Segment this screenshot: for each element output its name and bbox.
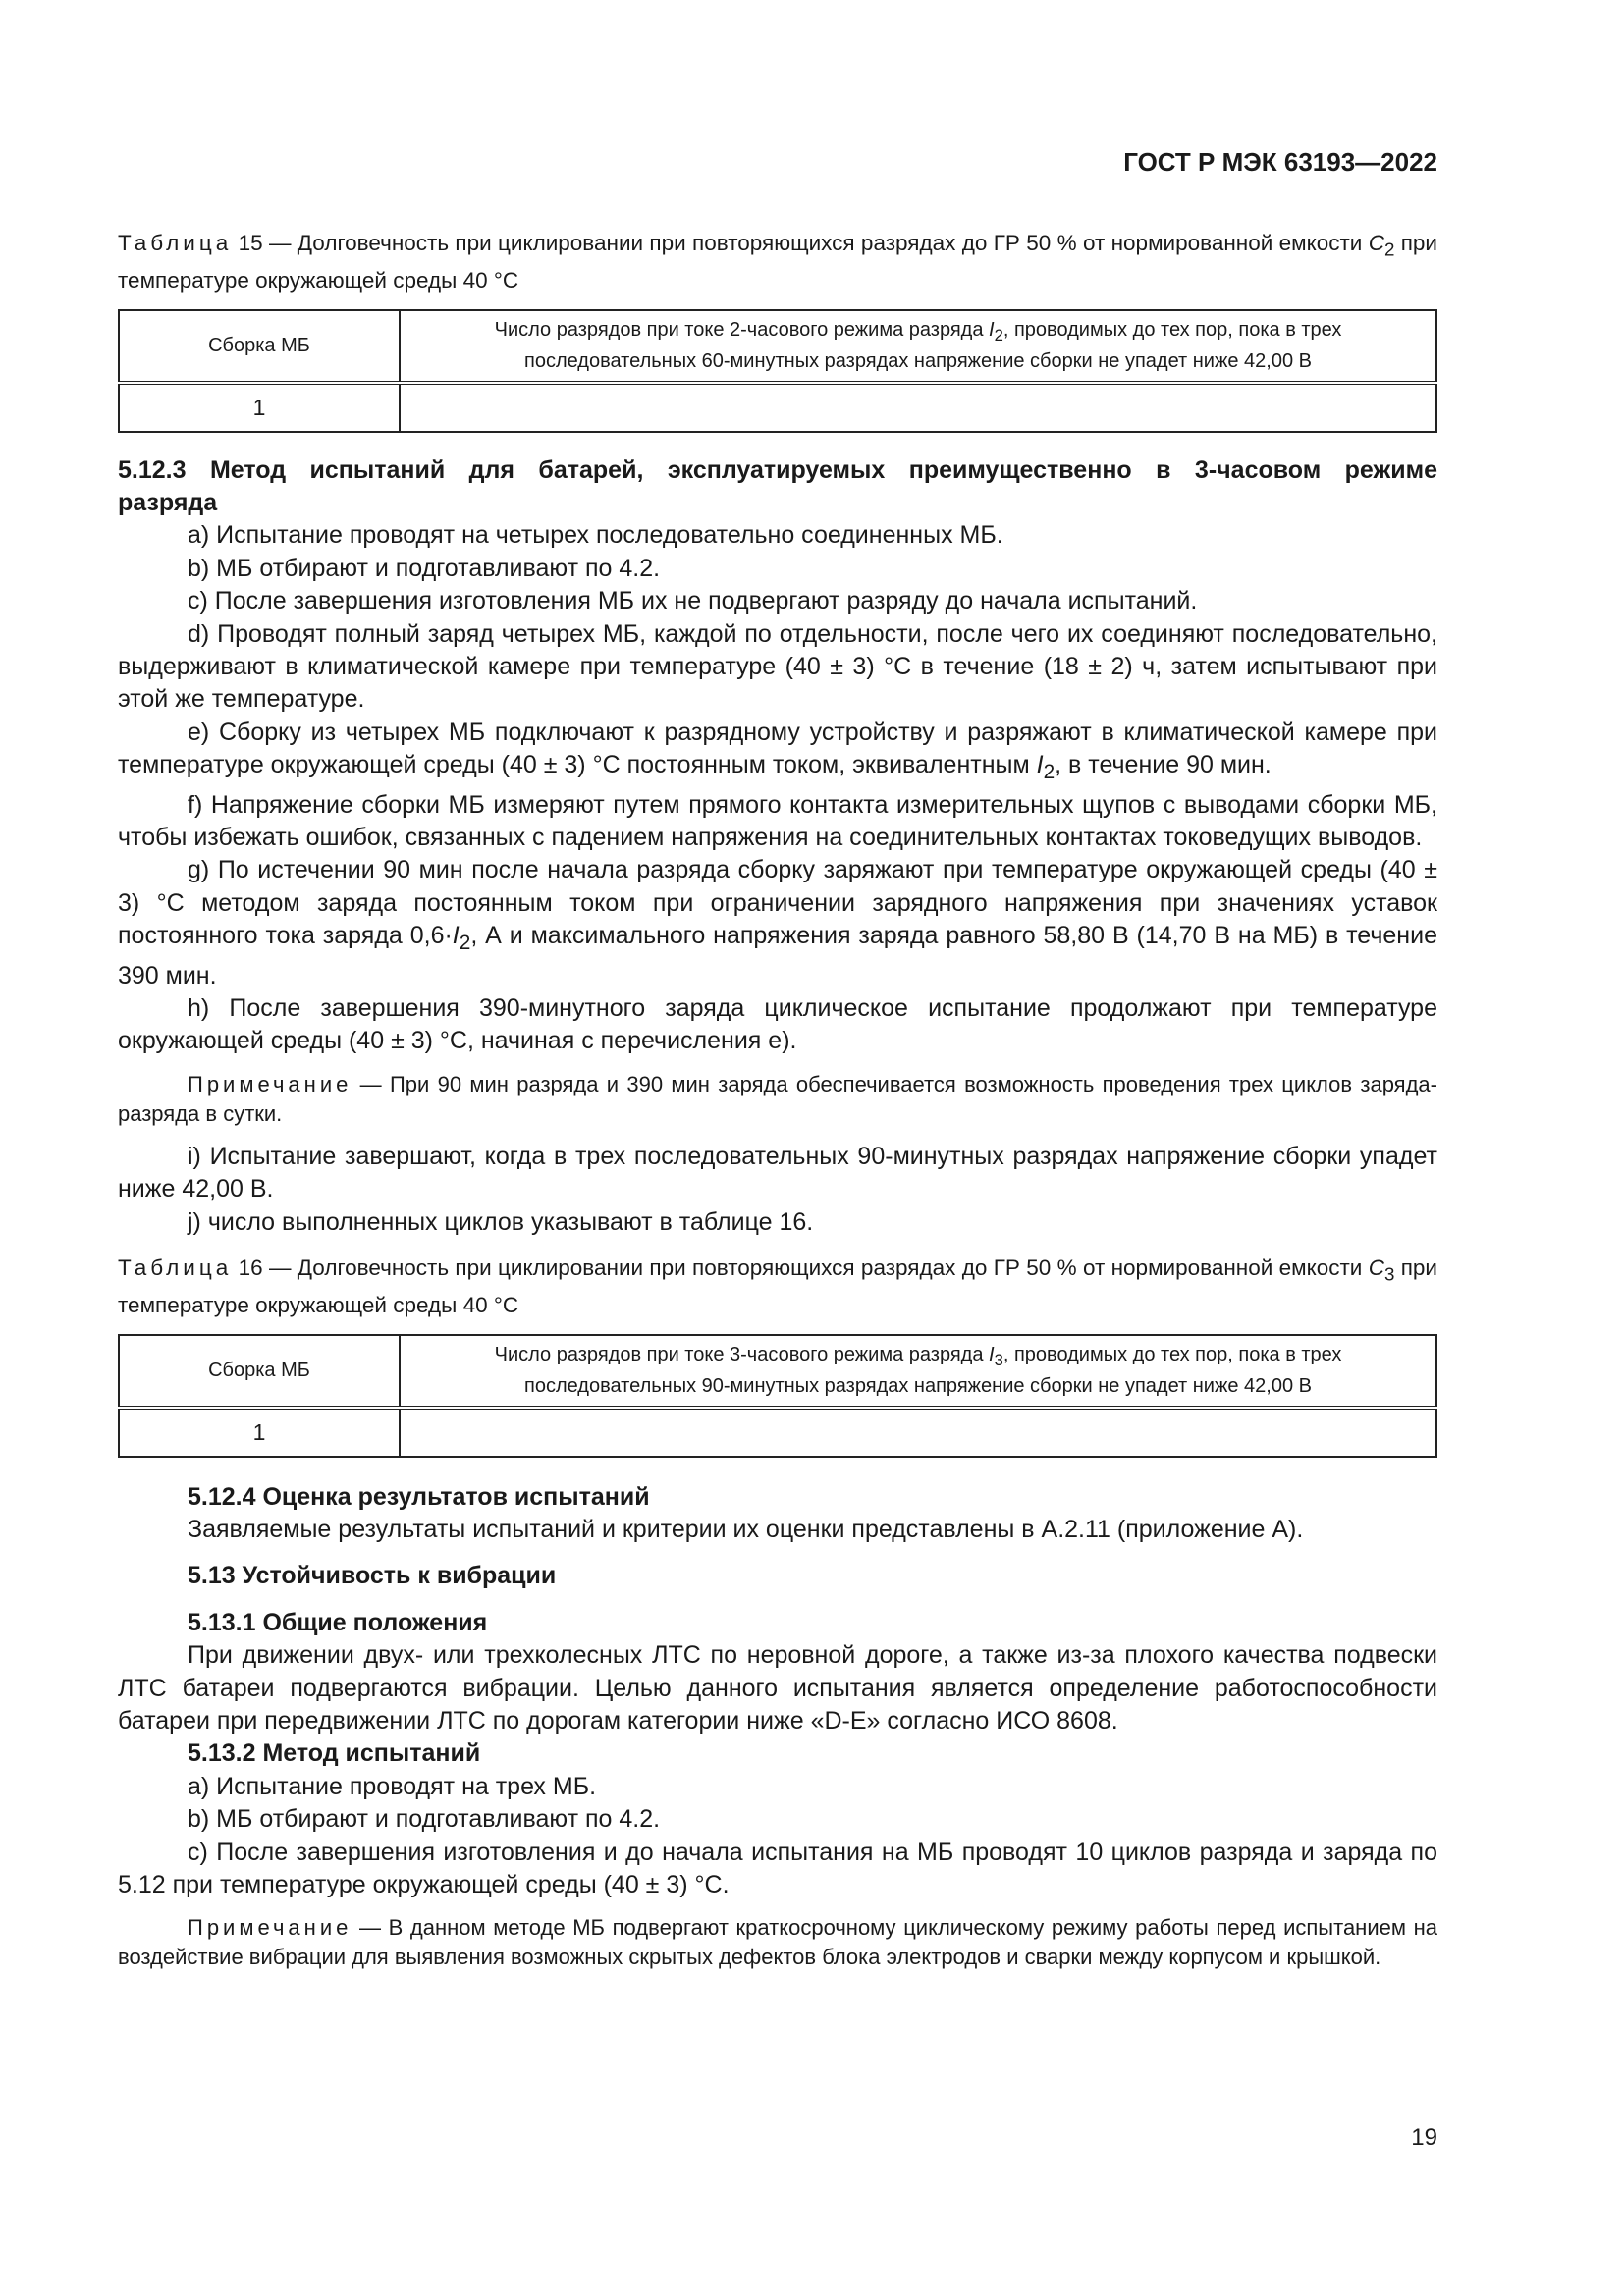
table-cell-count bbox=[400, 1408, 1436, 1457]
table-label: Таблица bbox=[118, 1255, 233, 1281]
list-item-h: h) После завершения 390-минутного заряда циклическое испытание продолжают при температуре окружающей среды (40 ± 3) °С, начиная с перечисления е). bbox=[118, 994, 1437, 1055]
section-5-12-4-text: Заявляемые результаты испытаний и критерии их оценки представлены в А.2.11 (приложение А). bbox=[188, 1515, 1304, 1543]
table-row bbox=[119, 383, 1436, 432]
capacity-symbol: C bbox=[1368, 1255, 1384, 1281]
document-code: ГОСТ Р МЭК 63193—2022 bbox=[1123, 147, 1437, 177]
current-symbol: I bbox=[989, 1344, 995, 1366]
list-item-f: f) Напряжение сборки МБ измеряют путем прямого контакта измерительных щупов с выводами сборки МБ, чтобы избежать ошибок, связанных с падением напряжения на соединительных контактах токоведущих выводов. bbox=[118, 790, 1437, 851]
table-cell-assembly: 1 bbox=[119, 383, 400, 432]
list-item-b: b) МБ отбирают и подготавливают по 4.2. bbox=[188, 554, 661, 582]
table-header-row bbox=[119, 1335, 1436, 1408]
current-subscript: 2 bbox=[1043, 761, 1056, 784]
section-5-12-4-heading: 5.12.4 Оценка результатов испытаний bbox=[188, 1482, 650, 1511]
note-5-12-3 bbox=[118, 1070, 1437, 1129]
capacity-subscript: 2 bbox=[1383, 239, 1395, 260]
list-item-c: с) После завершения изготовления МБ их не подвергают разряду до начала испытаний. bbox=[188, 587, 1198, 615]
current-symbol: I bbox=[1036, 751, 1044, 779]
page-number: 19 bbox=[1411, 2124, 1437, 2151]
current-symbol: I bbox=[989, 319, 995, 341]
current-subscript: 3 bbox=[994, 1351, 1003, 1370]
section-5-13-heading: 5.13 Устойчивость к вибрации bbox=[188, 1562, 557, 1590]
table-row bbox=[119, 1408, 1436, 1457]
note-label: Примечание bbox=[188, 1071, 352, 1096]
current-subscript: 2 bbox=[459, 932, 471, 955]
current-symbol: I bbox=[452, 922, 460, 950]
section-5-13-2-heading: 5.13.2 Метод испытаний bbox=[188, 1739, 481, 1768]
table-16 bbox=[118, 1334, 1437, 1458]
table-label: Таблица bbox=[118, 231, 233, 255]
list-item-g: g) По истечении 90 мин после начала разряда сборку заряжают при температуре окружающей среды (40 ± 3) °С методом заряда постоянным током при ограничении зарядного напряжения при значениях уставок постоянного тока заряда $0,6\cdot I_2$, А и максимального напряжения заряда равного 58,80 В (14,70 В на МБ) в течение 390 мин. bbox=[118, 856, 1437, 989]
table-header-row bbox=[119, 310, 1436, 383]
table-15-caption bbox=[118, 228, 1437, 295]
table-16-caption bbox=[118, 1253, 1437, 1320]
section-5-13-1-heading: 5.13.1 Общие положения bbox=[188, 1608, 488, 1636]
col-header-discharges: Число разрядов при токе 3-часового режима разряда $I_3$, проводимых до тех пор, пока в трех последовательных 90-минутных разрядах напряжение сборки не упадет ниже 42,00 В bbox=[400, 1335, 1436, 1408]
col-header-assembly: Сборка МБ bbox=[119, 1335, 400, 1408]
current-subscript: 2 bbox=[994, 326, 1003, 345]
note-text: — В данном методе МБ подвергают краткосрочному циклическому режиму работы перед испытанием на воздействие вибрации для выявления возможных скрытых дефектов блока электродов и сварки между корпусом и крышкой. bbox=[118, 1915, 1437, 1970]
caption-text-end: при температуре окружающей среды 40 °С bbox=[118, 1255, 1437, 1317]
list-item-c: с) После завершения изготовления и до начала испытания на МБ проводят 10 циклов разряда и заряда по 5.12 при температуре окружающей среды (40 ± 3) °С. bbox=[118, 1838, 1437, 1898]
table-cell-assembly: 1 bbox=[119, 1408, 400, 1457]
list-item-e: е) Сборку из четырех МБ подключают к разрядному устройству и разряжают в климатической камере при температуре окружающей среды (40 ± 3) °С постоянным током, эквивалентным $I_2$, в течение 90 мин. bbox=[118, 718, 1437, 784]
section-5-12-3-heading: 5.12.3 Метод испытаний для батарей, эксплуатируемых преимущественно в 3-часовом режиме разряда bbox=[118, 455, 1437, 516]
list-item-i: i) Испытание завершают, когда в трех последовательных 90-минутных разрядах напряжение сборки упадет ниже 42,00 В. bbox=[118, 1142, 1437, 1203]
table-15 bbox=[118, 309, 1437, 433]
list-item-d: d) Проводят полный заряд четырех МБ, каждой по отдельности, после чего их соединяют последовательно, выдерживают в климатической камере при температуре (40 ± 3) °С в течение (18 ± 2) ч, затем испытывают при этой же температуре. bbox=[118, 619, 1437, 714]
capacity-symbol: C bbox=[1368, 231, 1384, 255]
list-item-j: j) число выполненных циклов указывают в таблице 16. bbox=[188, 1207, 814, 1236]
list-item-a: а) Испытание проводят на трех МБ. bbox=[188, 1772, 597, 1800]
note-5-13-2 bbox=[118, 1913, 1437, 1972]
note-text: — При 90 мин разряда и 390 мин заряда обеспечивается возможность проведения трех циклов заряда-разряда в сутки. bbox=[118, 1071, 1437, 1126]
caption-text: 15 — Долговечность при циклировании при повторяющихся разрядах до ГР 50 % от нормированной емкости bbox=[238, 231, 1369, 255]
section-5-13-1-text: При движении двух- или трехколесных ЛТС по неровной дороге, а также из-за плохого качества подвески ЛТС батареи подвергаются вибрации. Целью данного испытания является определение работоспособности батареи при передвижении ЛТС по дорогам категории ниже «D-E» согласно ИСО 8608. bbox=[118, 1641, 1437, 1735]
capacity-subscript: 3 bbox=[1383, 1263, 1395, 1285]
caption-text: 16 — Долговечность при циклировании при повторяющихся разрядах до ГР 50 % от нормированной емкости bbox=[238, 1255, 1369, 1281]
page-content bbox=[118, 147, 1437, 1972]
list-item-b: b) МБ отбирают и подготавливают по 4.2. bbox=[188, 1805, 661, 1834]
note-label: Примечание bbox=[188, 1915, 352, 1941]
list-item-a: а) Испытание проводят на четырех последовательно соединенных МБ. bbox=[188, 521, 1003, 550]
col-header-discharges: Число разрядов при токе 2-часового режима разряда $I_2$, проводимых до тех пор, пока в трех последовательных 60-минутных разрядах напряжение сборки не упадет ниже 42,00 В bbox=[400, 310, 1436, 383]
caption-text-end: при температуре окружающей среды 40 °С bbox=[118, 231, 1437, 293]
table-cell-count bbox=[400, 383, 1436, 432]
col-header-assembly: Сборка МБ bbox=[119, 310, 400, 383]
